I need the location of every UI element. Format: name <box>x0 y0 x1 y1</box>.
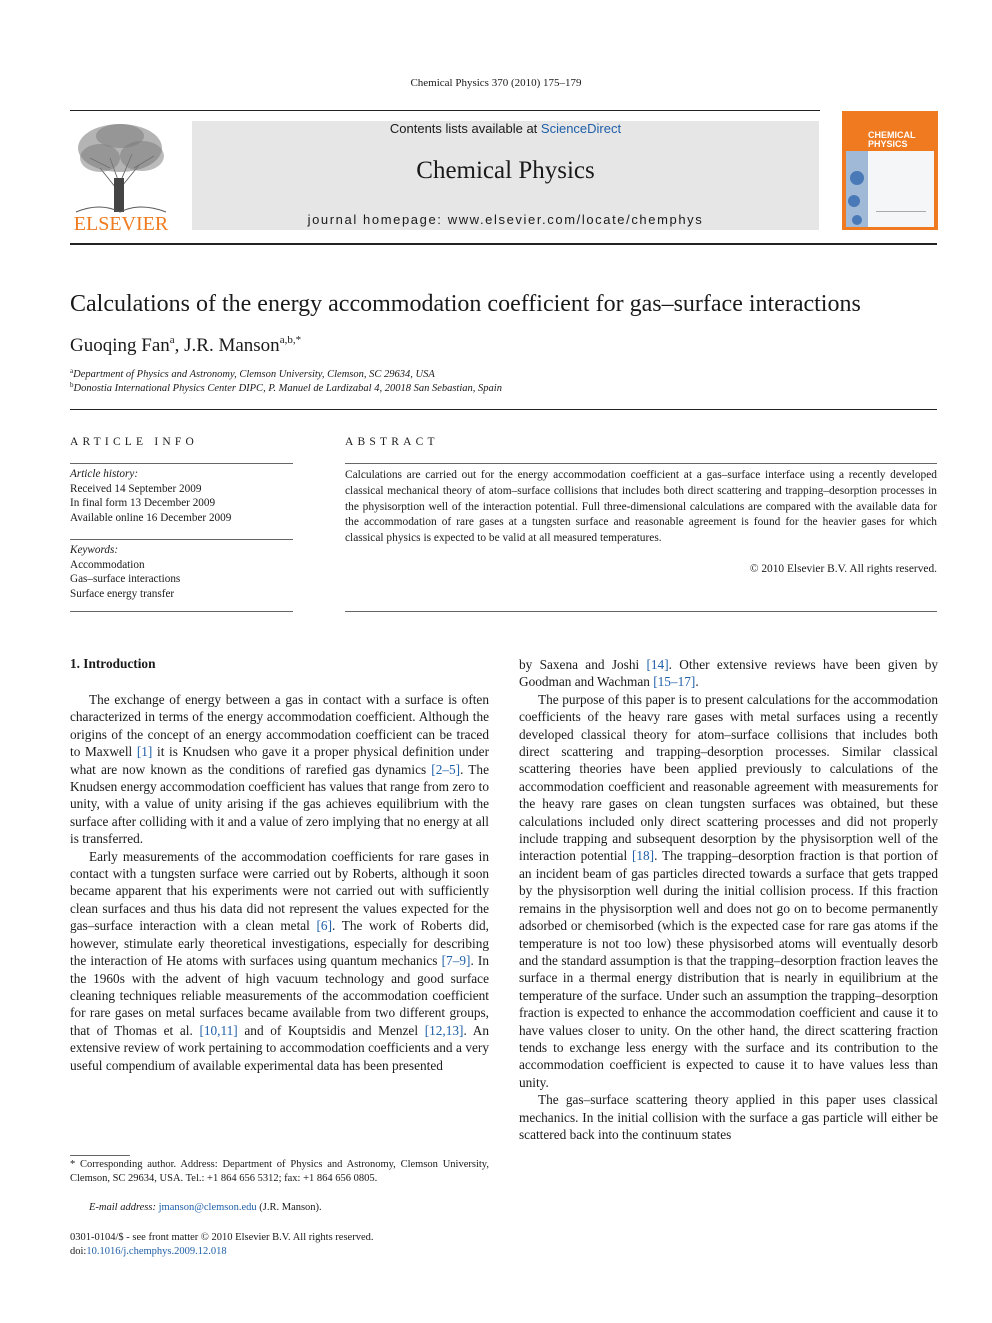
history-label: Article history: <box>70 468 139 480</box>
paragraph <box>519 656 938 691</box>
cover-title <box>868 131 916 149</box>
cover-title-line1: CHEMICAL <box>868 130 916 140</box>
cover-ball <box>852 215 862 225</box>
text: . In the 1960s with the advent of high vacuum technology and good surface cleaning techniques reliable measurements of the accommodation coefficient for rare gases on metal surfaces became available from two different groups, that of Thomas et al. <box>70 953 489 1038</box>
author-affiliation-mark: a <box>169 334 175 346</box>
email-suffix: (J.R. Manson). <box>256 1202 322 1213</box>
abstract-rule <box>345 463 937 464</box>
running-head: Chemical Physics 370 (2010) 175–179 <box>410 77 582 89</box>
text: . The work of Roberts did, however, stimulate early theoretical investigations, especially for describing the interaction of He atoms with surfaces using quantum mechanics <box>70 918 489 969</box>
corresponding-author-note: * Corresponding author. Address: Department of Physics and Astronomy, Clemson University, Clemson, SC 29634, USA. Tel.: +1 864 656 5312; fax: +1 864 656 0805. <box>70 1159 489 1185</box>
author-name: Guoqing Fan <box>70 335 170 356</box>
author-list <box>70 334 301 357</box>
journal-homepage[interactable]: journal homepage: www.elsevier.com/locate/chemphys <box>307 212 704 227</box>
cover-plot <box>876 171 926 212</box>
keyword: Gas–surface interactions <box>70 573 181 586</box>
keywords-label: Keywords: <box>70 544 119 556</box>
citation-link[interactable]: [14] <box>646 657 669 672</box>
citation-link[interactable]: [7–9] <box>441 953 471 969</box>
author-affiliation-mark: a,b,* <box>279 334 302 346</box>
svg-text:ELSEVIER: ELSEVIER <box>73 213 169 235</box>
keywords-rule <box>70 539 293 540</box>
text: . <box>695 674 699 690</box>
affiliation-a <box>70 367 435 380</box>
journal-title: Chemical Physics <box>416 157 595 184</box>
text: . An extensive review of work pertaining to accommodation coefficients and a very useful compendium of available experimental data has been presented <box>70 1022 489 1073</box>
contents-prefix: Contents lists available at <box>389 121 541 136</box>
citation-link[interactable]: [18] <box>631 848 655 864</box>
cover-ball <box>848 195 860 207</box>
text: it is Knudsen who gave it a proper physical definition under what are now known as the conditions of rarefied gas dynamics <box>70 744 489 777</box>
article-history <box>70 467 293 525</box>
article-info-rule <box>70 463 293 464</box>
doi-label: doi: <box>70 1246 87 1257</box>
email-note <box>70 1201 489 1215</box>
abstract-bottom-rule <box>345 611 937 612</box>
doi-link[interactable]: 10.1016/j.chemphys.2009.12.018 <box>86 1246 227 1257</box>
text: . The trapping–desorption fraction is that portion of an incident beam of gas particles directed towards a surface that gets trapped by the physisorption well during the initial collision process. If this fraction remains in the physisorption well and does not go on to become permanently adsorbed or chemisorbed (which is the expected case for rare gas atoms if the temperature is not too low) these physisorbed atoms will eventually desorb and the standard assumption is that the trapping–desorption fraction leaves the surface in a thermal energy distribution that is nearly in equilibrium at the temperature of the surface. Under such an assumption the trapping–desorption fraction is expected to enhance the accommodation coefficient and cause it to have values closer to unity. On the other hand, the direct scattering fraction tends to exchange less energy with the surface and its contribution to the accommodation coefficient is expected to cause it to have values less than unity. <box>519 848 939 1090</box>
affiliation-mark: b <box>70 381 74 389</box>
doi-line <box>70 1245 227 1260</box>
text: and of Kouptsidis and Menzel <box>237 1022 425 1038</box>
elsevier-logo <box>70 118 172 236</box>
keyword: Accommodation <box>70 558 145 571</box>
citation-link[interactable]: [2–5] <box>431 761 461 777</box>
paragraph <box>519 691 938 1091</box>
author-separator: , <box>174 335 185 356</box>
journal-cover <box>842 111 938 230</box>
copyright: © 2010 Elsevier B.V. All rights reserved. <box>749 563 937 575</box>
text: Early measurements of the accommodation coefficients for rare gases in contact with a tungsten surface were carried out by Roberts, although it soon became apparent that his experiments were not carried out with sufficiently clean surfaces and thus his data did not represent the values expected for the gas–surface interaction with a clean metal <box>70 848 489 934</box>
header-bottom-rule <box>70 243 937 245</box>
received-date: Received 14 September 2009 <box>70 482 202 495</box>
right-column <box>519 656 938 1143</box>
text: . The Knudsen energy accommodation coefficient has values that range from zero to unity, with a value of unity arising if the gas achieves equilibrium with the surface after colliding with it and a value of zero implying that no energy at all is transferred. <box>70 761 489 847</box>
text: The purpose of this paper is to present calculations for the accommodation coefficients of the heavy rare gases with metal surfaces using a recently developed classical theory for atom–surface collisions that includes both direct scattering and trapping–desorption processes. Similar classical scattering theories have been applied previously to calculations of the accommodation coefficient and reasonable agreement with measurements for the heavy rare gases on clean tungsten surfaces was obtained, but these calculations included only direct scattering processes and did not properly include trapping and subsequent desorption by the physisorption well of the interaction potential <box>519 691 938 864</box>
email-link[interactable]: jmanson@clemson.edu <box>158 1202 257 1213</box>
elsevier-tree-icon <box>70 118 172 236</box>
online-date: Available online 16 December 2009 <box>70 511 232 524</box>
paragraph <box>70 848 489 1074</box>
text: . Other extensive reviews have been given by Goodman and Wachman <box>519 657 938 690</box>
affiliation-text: Department of Physics and Astronomy, Clemson University, Clemson, SC 29634, USA <box>73 369 435 380</box>
author-name: J.R. Manson <box>184 335 280 356</box>
keywords <box>70 543 293 601</box>
paragraph: The gas–surface scattering theory applied in this paper uses classical mechanics. In the initial collision with the surface a gas particle will either be scattered back into the continuum states <box>519 1092 938 1142</box>
issn-line: 0301-0104/$ - see front matter © 2010 Elsevier B.V. All rights reserved. <box>70 1232 374 1243</box>
affiliation-b <box>70 381 502 394</box>
title-block-rule <box>70 409 937 410</box>
sciencedirect-link[interactable]: ScienceDirect <box>540 121 622 136</box>
citation-link[interactable]: [6] <box>316 918 333 934</box>
keyword: Surface energy transfer <box>70 587 175 600</box>
text: The exchange of energy between a gas in contact with a surface is often characterized in terms of the energy accommodation coefficient. Although the origins of the concept of an energy accommodation coefficient can be traced to Maxwell <box>70 692 489 760</box>
abstract-heading: ABSTRACT <box>345 436 439 448</box>
article-info-heading: ARTICLE INFO <box>70 436 198 448</box>
header-top-rule <box>70 110 820 111</box>
contents-line <box>192 121 819 136</box>
left-column <box>70 691 489 1074</box>
citation-link[interactable]: [12,13] <box>424 1022 464 1038</box>
text: by Saxena and Joshi <box>519 657 647 672</box>
abstract-text: Calculations are carried out for the energy accommodation coefficient at a gas–surface interface using a recently developed classical mechanical theory of atom–surface collisions that includes both direct scattering and trapping–desorption processes in the physisorption well of the interaction potential. Full three-dimensional calculations are compared with the available data for the accommodation of rare gases at a tungsten surface and reasonable agreement is found for the heavier gases for which classical physics is expected to be valid at all measured temperatures. <box>345 469 937 545</box>
final-form-date: In final form 13 December 2009 <box>70 497 216 510</box>
citation-link[interactable]: [1] <box>136 744 153 760</box>
citation-link[interactable]: [10,11] <box>199 1022 238 1038</box>
citation-link[interactable]: [15–17] <box>653 674 696 690</box>
affiliation-mark: a <box>70 367 74 375</box>
paper-title: Calculations of the energy accommodation coefficient for gas–surface interactions <box>70 291 861 317</box>
footnote-rule <box>70 1155 130 1156</box>
section-heading: 1. Introduction <box>70 656 156 671</box>
affiliation-text: Donostia International Physics Center DIPC, P. Manuel de Lardizabal 4, 20018 San Sebastian, Spain <box>73 383 502 394</box>
cover-title-line2: PHYSICS <box>868 139 908 149</box>
email-label: E-mail address: <box>89 1202 159 1213</box>
paragraph <box>70 691 489 848</box>
cover-ball <box>850 171 864 185</box>
article-info-bottom-rule <box>70 611 293 612</box>
